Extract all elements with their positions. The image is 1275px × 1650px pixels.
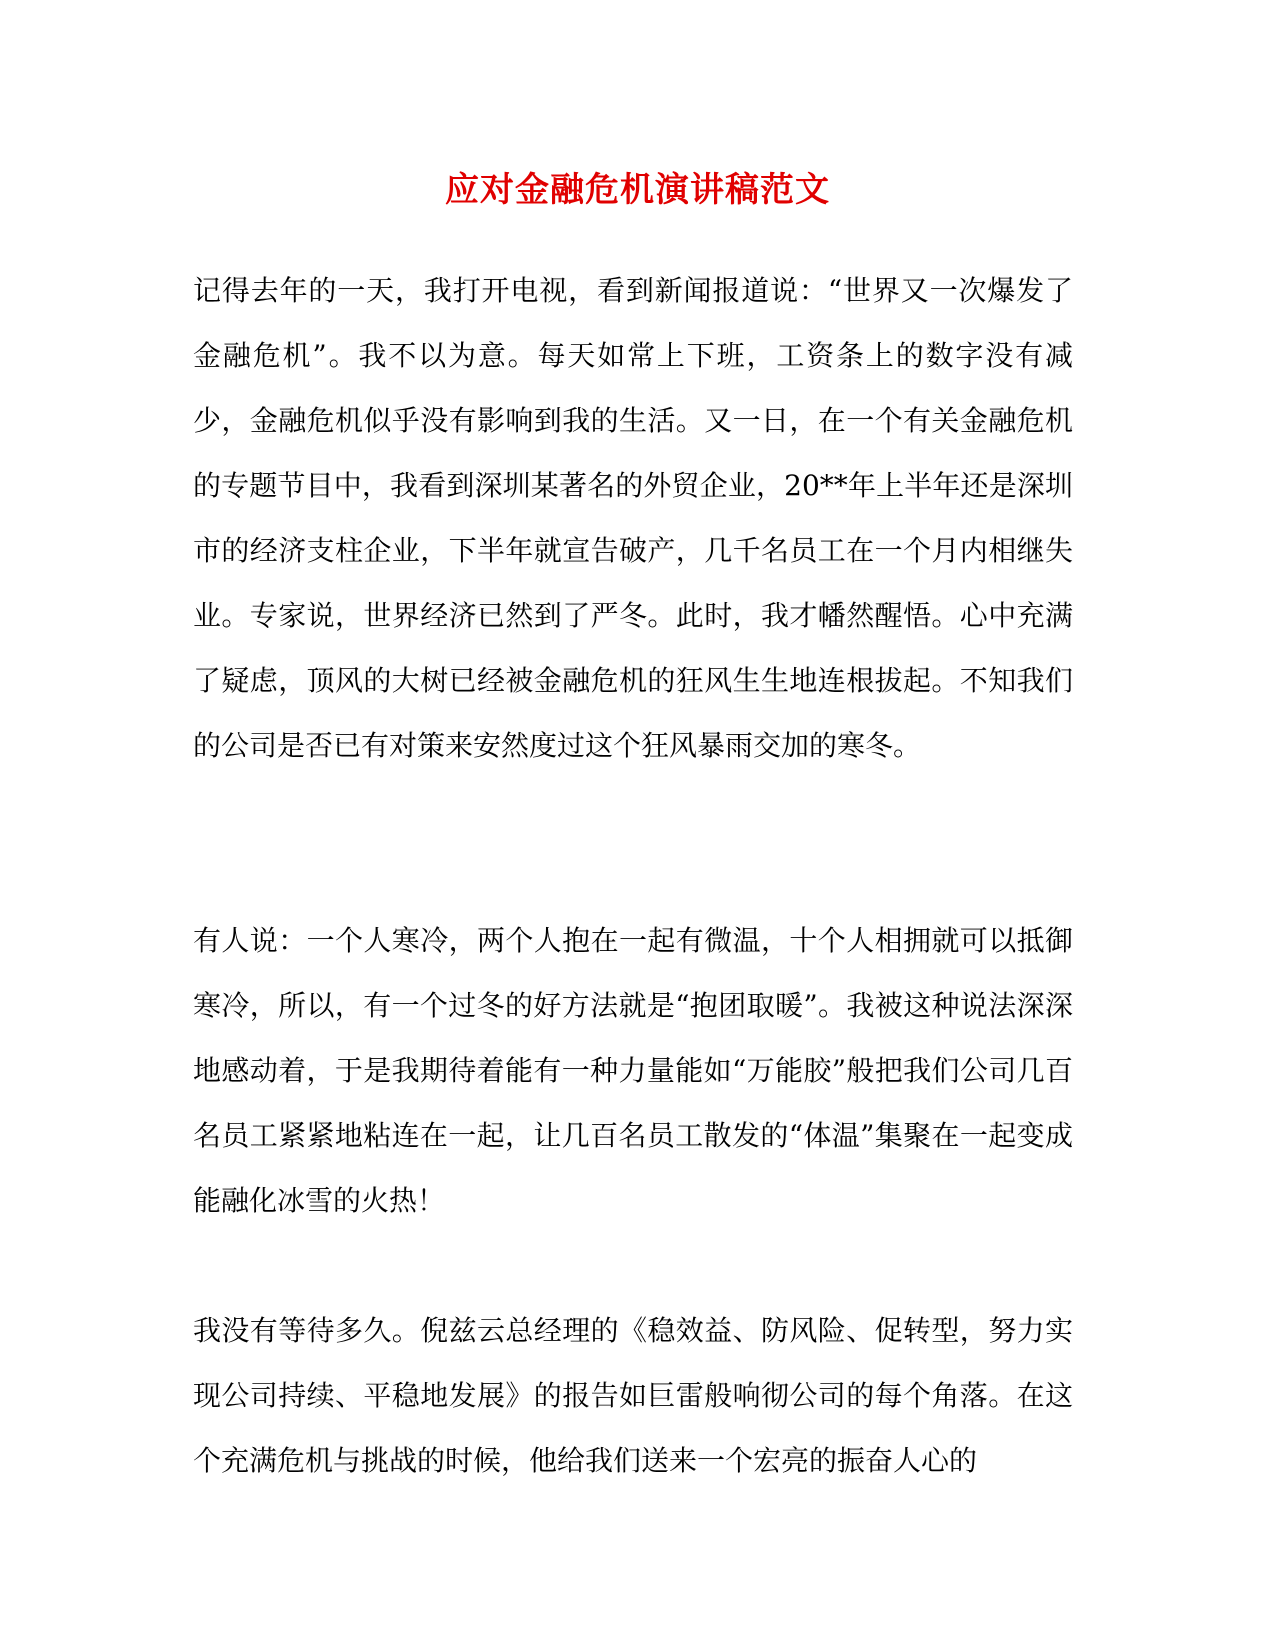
paragraph-2: 有人说：一个人寒冷，两个人抱在一起有微温，十个人相拥就可以抵御寒冷，所以，有一个过冬的好方法就是“抱团取暖”。我被这种说法深深地感动着，于是我期待着能有一种力量能如“万能胶”般把我们公司几百名员工紧紧地粘连在一起，让几百名员工散发的“体温”集聚在一起变成能融化冰雪的火热！ bbox=[193, 924, 1073, 1217]
document-title: 应对金融危机演讲稿范文 bbox=[445, 170, 830, 210]
paragraph-1: 记得去年的一天，我打开电视，看到新闻报道说：“世界又一次爆发了金融危机”。我不以为意。每天如常上下班，工资条上的数字没有减少，金融危机似乎没有影响到我的生活。又一日，在一个有关金融危机的专题节目中，我看到深圳某著名的外贸企业，20**年上半年还是深圳市的经济支柱企业，下半年就宣告破产，几千名员工在一个月内相继失业。专家说，世界经济已然到了严冬。此时，我才幡然醒悟。心中充满了疑虑，顶风的大树已经被金融危机的狂风生生地连根拔起。不知我们的公司是否已有对策来安然度过这个狂风暴雨交加的寒冬。 bbox=[193, 274, 1073, 762]
paragraph-3: 我没有等待多久。倪兹云总经理的《稳效益、防风险、促转型，努力实现公司持续、平稳地发展》的报告如巨雷般响彻公司的每个角落。在这个充满危机与挑战的时候，他给我们送来一个宏亮的振奋人心的 bbox=[193, 1314, 1073, 1477]
